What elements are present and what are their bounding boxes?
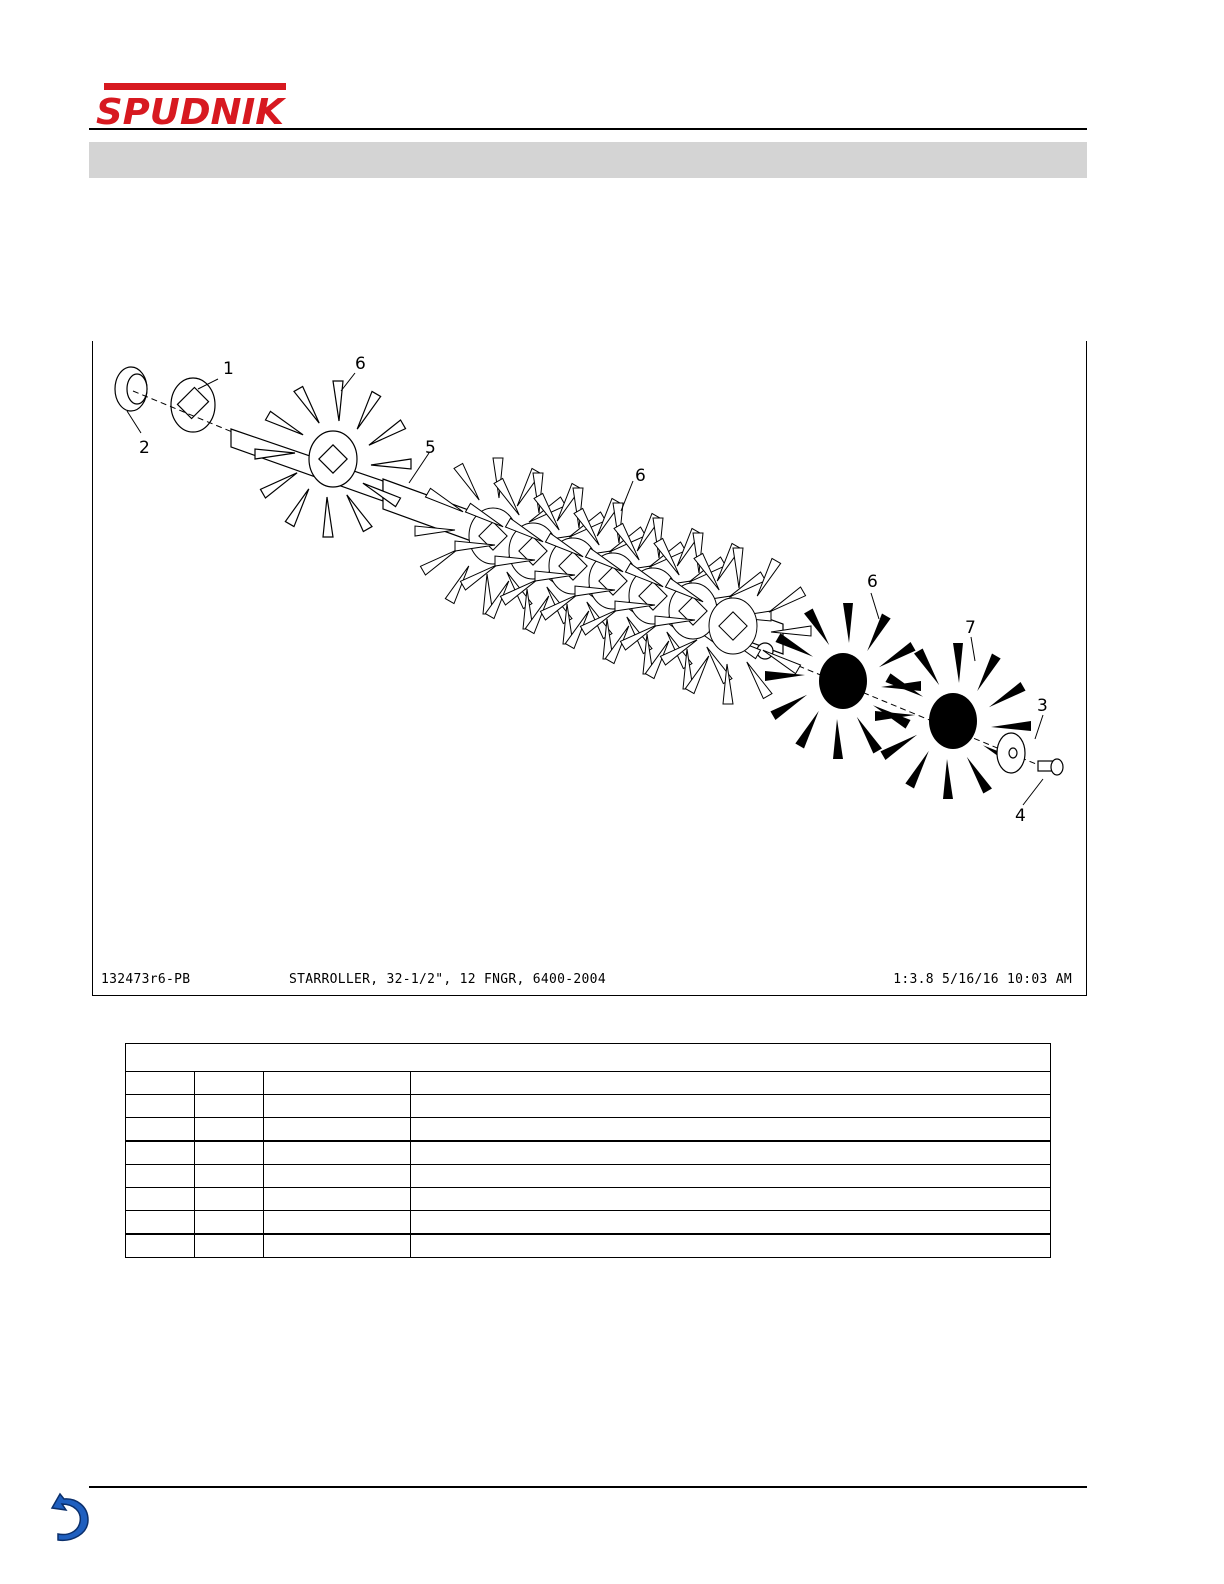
table-cell <box>411 1095 1051 1118</box>
header-rule <box>89 128 1087 130</box>
header-cell <box>264 1072 411 1095</box>
table-cell <box>126 1165 195 1188</box>
table-cell <box>264 1141 411 1165</box>
callout-6-stack: 6 <box>635 466 646 486</box>
header-cell <box>126 1072 195 1095</box>
callout-7: 7 <box>965 618 976 638</box>
header-cell <box>411 1072 1051 1095</box>
table-row <box>126 1234 1051 1258</box>
table-cell <box>195 1234 264 1258</box>
table-cell <box>126 1118 195 1142</box>
callout-1: 1 <box>223 359 234 379</box>
table-cell <box>411 1141 1051 1165</box>
star-wheel-stack <box>415 458 811 704</box>
table-caption-row <box>126 1044 1051 1072</box>
footer-rule <box>89 1486 1087 1488</box>
table-cell <box>195 1141 264 1165</box>
table-row <box>126 1141 1051 1165</box>
table-cell <box>411 1118 1051 1142</box>
table-cell <box>264 1188 411 1211</box>
table-row <box>126 1165 1051 1188</box>
header-cell <box>195 1072 264 1095</box>
drawing-description: STARROLLER, 32-1/2", 12 FNGR, 6400-2004 <box>289 972 606 987</box>
drawing-scale-date: 1:3.8 5/16/16 10:03 AM <box>893 972 1072 987</box>
table-cell <box>411 1165 1051 1188</box>
table-cell <box>264 1211 411 1235</box>
table-cell <box>126 1141 195 1165</box>
table-cell <box>195 1188 264 1211</box>
table-cell <box>264 1095 411 1118</box>
starroller-exploded-drawing <box>93 341 1086 966</box>
svg-text:SPUDNIK: SPUDNIK <box>96 92 288 127</box>
callout-4: 4 <box>1015 806 1026 826</box>
table-cell <box>411 1211 1051 1235</box>
callout-6-right: 6 <box>867 572 878 592</box>
spudnik-logo <box>94 83 288 127</box>
callout-6-left: 6 <box>355 354 366 374</box>
table-row <box>126 1118 1051 1142</box>
drawing-number: 132473r6-PB <box>101 972 191 987</box>
parts-table <box>125 1043 1051 1258</box>
table-cell <box>195 1118 264 1142</box>
table-row <box>126 1095 1051 1118</box>
exploded-view-figure <box>92 341 1087 996</box>
table-cell <box>126 1234 195 1258</box>
table-cell <box>195 1165 264 1188</box>
section-title-band <box>89 142 1087 178</box>
table-cell <box>264 1165 411 1188</box>
back-arrow-icon[interactable] <box>50 1490 90 1542</box>
table-cell <box>411 1234 1051 1258</box>
table-row <box>126 1188 1051 1211</box>
table-caption <box>126 1044 1051 1072</box>
table-cell <box>126 1211 195 1235</box>
table-cell <box>126 1095 195 1118</box>
callout-5: 5 <box>425 438 436 458</box>
callout-2: 2 <box>139 438 150 458</box>
table-cell <box>264 1234 411 1258</box>
table-cell <box>195 1211 264 1235</box>
table-cell <box>411 1188 1051 1211</box>
table-cell <box>126 1188 195 1211</box>
table-cell <box>195 1095 264 1118</box>
table-header-row <box>126 1072 1051 1095</box>
table-row <box>126 1211 1051 1235</box>
callout-3: 3 <box>1037 696 1048 716</box>
table-cell <box>264 1118 411 1142</box>
